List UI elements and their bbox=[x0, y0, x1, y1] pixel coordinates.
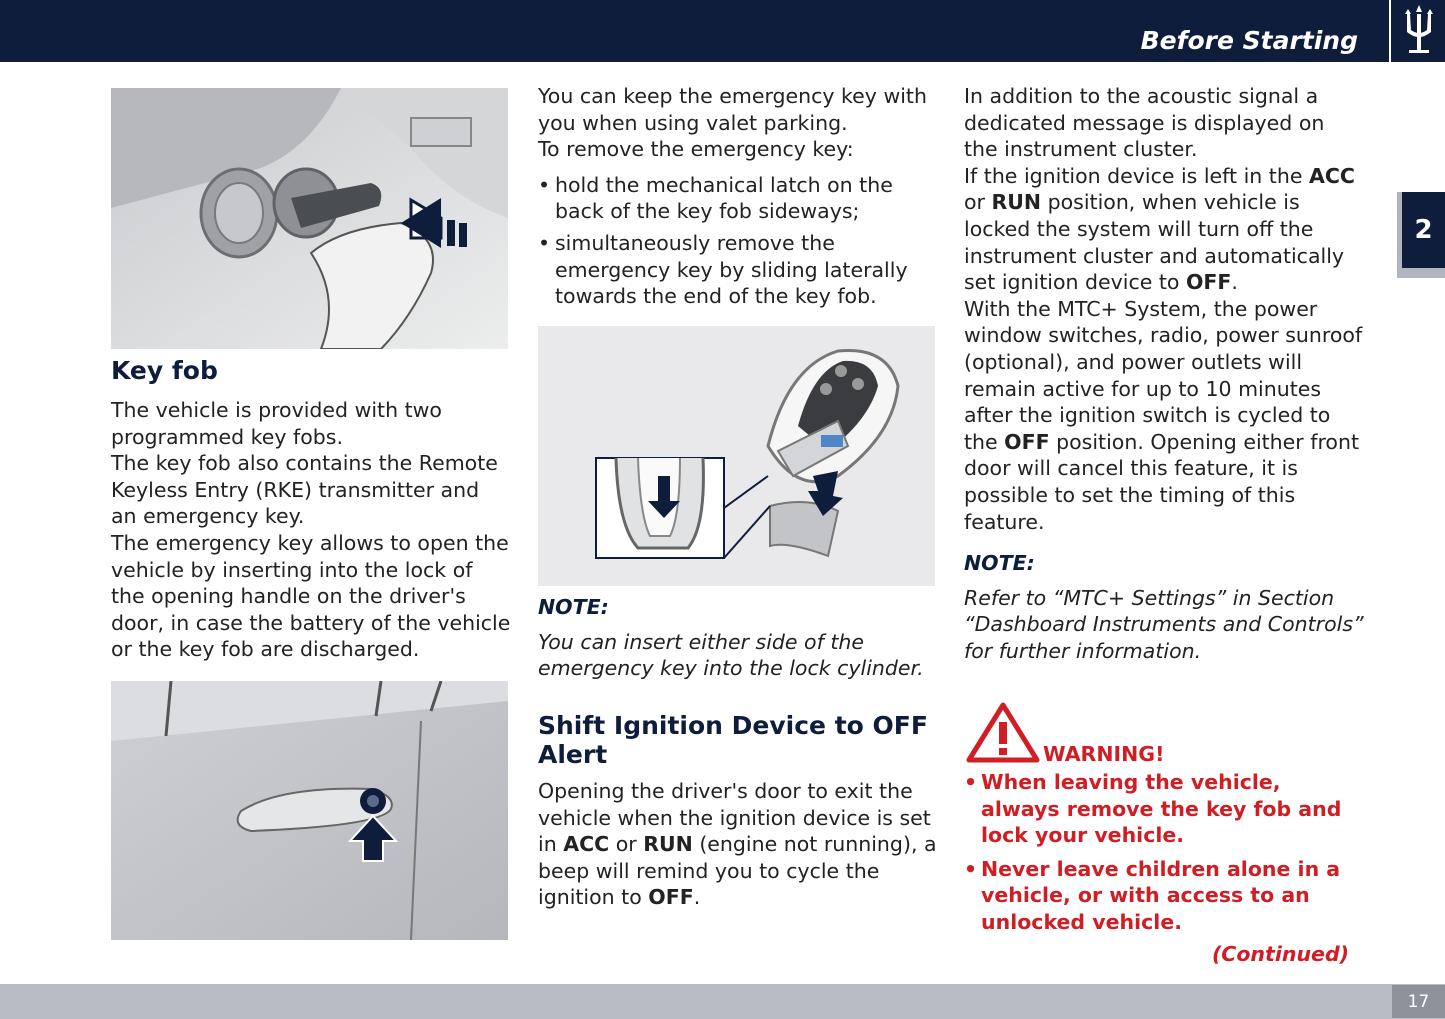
footer-bar bbox=[0, 984, 1445, 1019]
list-item: • simultaneously remove the emergency key by sliding laterally towards the end of the key fob. bbox=[538, 230, 938, 310]
warning-list bbox=[964, 769, 1354, 943]
key-fob-heading: Key fob bbox=[111, 356, 218, 385]
trident-logo-icon bbox=[1389, 0, 1445, 62]
removal-steps-list bbox=[538, 172, 938, 310]
paragraph: In addition to the acoustic signal a dedicated message is displayed on the instrument cluster. bbox=[964, 84, 1325, 162]
warning-title: WARNING! bbox=[1043, 742, 1165, 766]
warning-item: • Never leave children alone in a vehicle, or with access to an unlocked vehicle. bbox=[964, 856, 1354, 936]
emergency-key-removal bbox=[538, 83, 938, 310]
warning-header bbox=[966, 702, 1346, 766]
paragraph: The emergency key allows to open the vehicle by inserting into the lock of the opening handle on the driver's door, in case the battery of the vehicle or the key fob are discharged. bbox=[111, 530, 511, 662]
key-fob-section bbox=[111, 356, 511, 663]
note-text: You can insert either side of the emergency key into the lock cylinder. bbox=[538, 629, 924, 681]
list-item: • hold the mechanical latch on the back of the key fob sideways; bbox=[538, 172, 938, 225]
door-handle-illustration bbox=[111, 681, 508, 940]
continued-label: (Continued) bbox=[1211, 942, 1349, 966]
warning-item: • When leaving the vehicle, always remove the key fob and lock your vehicle. bbox=[964, 769, 1354, 849]
note-label: NOTE: bbox=[964, 551, 1035, 575]
key-fob-illustration bbox=[538, 326, 935, 586]
paragraph: The key fob also contains the Remote Keyless Entry (RKE) transmitter and an emergency key. bbox=[111, 451, 498, 529]
note-block bbox=[538, 594, 938, 682]
paragraph: The vehicle is provided with two programmed key fobs. bbox=[111, 398, 442, 449]
chapter-number: 2 bbox=[1402, 192, 1445, 268]
note-block bbox=[964, 550, 1364, 664]
warning-triangle-icon bbox=[966, 702, 1040, 764]
paragraph: If the ignition device is left in the ACC or RUN position, when vehicle is locked the system will turn off the instrument cluster and automatically set ignition device to OFF. bbox=[964, 163, 1355, 295]
section-body: Opening the driver's door to exit the vehicle when the ignition device is set in ACC or RUN (engine not running), a beep will remind you to cycle the ignition to OFF. bbox=[538, 779, 937, 910]
note-text: Refer to “MTC+ Settings” in Section “Dashboard Instruments and Controls” for further information. bbox=[964, 585, 1364, 663]
page-number: 17 bbox=[1392, 985, 1445, 1018]
paragraph: To remove the emergency key: bbox=[538, 137, 854, 162]
note-label: NOTE: bbox=[538, 595, 609, 619]
paragraph: With the MTC+ System, the power window switches, radio, power sunroof (optional), and power outlets will remain active for up to 10 minutes after the ignition switch is cycled to the OFF position. Opening either front door will cancel this feature, it is possible to set the timing of this feature. bbox=[964, 296, 1363, 534]
page-section-title: Before Starting bbox=[1140, 26, 1358, 55]
alert-details bbox=[964, 83, 1364, 535]
paragraph: You can keep the emergency key with you when using valet parking. bbox=[538, 84, 927, 135]
section-heading: Shift Ignition Device to OFF Alert bbox=[538, 711, 928, 769]
key-insert-illustration bbox=[111, 88, 508, 349]
shift-ignition-section bbox=[538, 711, 938, 911]
chapter-tab[interactable] bbox=[1397, 192, 1445, 278]
